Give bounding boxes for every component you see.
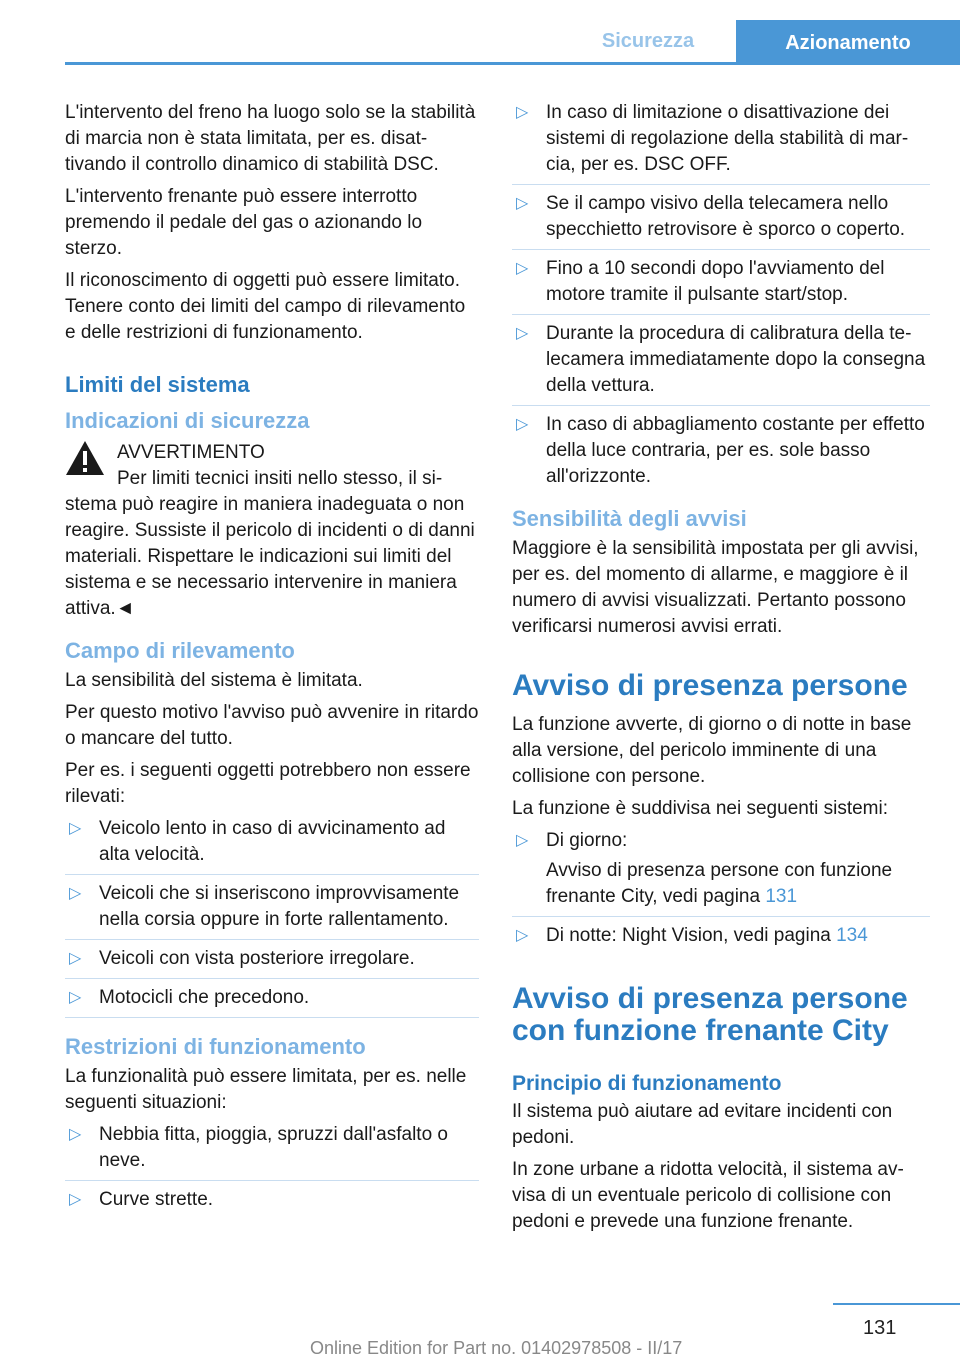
list-item: ▷ Di notte: Night Vision, vedi pagina 134 [512, 923, 930, 955]
warning-block [65, 440, 479, 466]
triangle-right-icon: ▷ [69, 1191, 82, 1208]
triangle-right-icon: ▷ [69, 1126, 82, 1143]
list-item: ▷ Fino a 10 secondi dopo l'avviamento del motore tramite il pulsante start/stop. [512, 256, 930, 315]
heading-sensibilita: Sensibilità degli avvisi [512, 506, 747, 531]
left-column [65, 100, 479, 1225]
list-item: ▷ Nebbia fitta, pioggia, spruzzi dall'asfalto o neve. [65, 1122, 479, 1181]
triangle-right-icon: ▷ [516, 104, 529, 121]
triangle-right-icon: ▷ [69, 885, 82, 902]
paragraph: L'intervento frenante può essere interrotto premendo il pedale del gas o azionando lo sterzo. [65, 186, 423, 259]
triangle-right-icon: ▷ [516, 260, 529, 277]
heading-avviso-persone: Avviso di presenza persone [512, 669, 908, 702]
triangle-right-icon: ▷ [69, 989, 82, 1006]
heading-principio: Principio di funzionamento [512, 1072, 782, 1095]
warning-triangle-icon [65, 440, 105, 476]
paragraph: Per questo motivo l'avviso può avvenire in ritardo o mancare del tutto. [65, 702, 479, 749]
heading-indicazioni: Indicazioni di sicurezza [65, 408, 310, 433]
heading-campo: Campo di rilevamento [65, 638, 295, 663]
list-item: ▷ In caso di abbagliamento costante per effetto della luce contraria, per es. sole basso all'orizzonte. [516, 414, 925, 487]
list-situations [65, 1122, 479, 1219]
page-link-131[interactable]: 131 [765, 886, 798, 907]
footer-edition: Online Edition for Part no. 01402978508 - II/17 [310, 1338, 683, 1358]
list-item: ▷ Veicoli con vista posteriore irregolare. [65, 946, 479, 979]
list-item-sub: Avviso di presenza persone con funzione frenante City, vedi pagina 131 [546, 860, 893, 907]
list-objects [65, 816, 479, 1018]
heading-limiti: Limiti del sistema [65, 372, 250, 397]
paragraph: Per es. i seguenti oggetti potrebbero non essere rilevati: [65, 760, 471, 807]
paragraph: L'intervento del freno ha luogo solo se la stabilità di marcia non è stata limitata, per es. disattivando il controllo dinamico di stabilità DSC. [65, 102, 476, 175]
triangle-right-icon: ▷ [516, 416, 529, 433]
paragraph: La funzione avverte, di giorno o di notte in base alla versione, del pericolo imminente di una collisione con persone. [512, 714, 912, 787]
list-item: ▷ Di giorno: Avviso di presenza persone con funzione frenante City, vedi pagina 131 [512, 828, 930, 917]
triangle-right-icon: ▷ [516, 195, 529, 212]
header-active-tab: Azionamento [736, 20, 960, 62]
warning-title: AVVERTIMENTO [117, 442, 265, 463]
heading-restrizioni: Restrizioni di funzionamento [65, 1034, 366, 1059]
warning-text: Per limiti tecnici insiti nello stesso, il sistema può reagire in maniera inadeguata o non reagire. Sussiste il pericolo di incidenti o di danni materiali. Rispettare le indicazioni sui limiti del sistema e se necessario intervenire in maniera attiva.◄ [65, 468, 475, 619]
page-link-134[interactable]: 134 [836, 925, 868, 946]
paragraph: La funzionalità può essere limitata, per es. nelle seguenti situazioni: [65, 1066, 467, 1113]
list-systems [512, 828, 930, 955]
right-column [512, 100, 930, 1241]
triangle-right-icon: ▷ [69, 820, 82, 837]
paragraph: La sensibilità del sistema è limitata. [65, 670, 363, 691]
list-item: ▷ Veicoli che si inseriscono improvvisamente nella corsia oppure in forte rallentamento. [65, 881, 479, 940]
list-item: ▷ Se il campo visivo della telecamera nello specchietto retrovisore è sporco o coperto. [512, 191, 930, 250]
list-item: ▷ In caso di limitazione o disattivazione dei sistemi di regolazione della stabilità di marcia, per es. DSC OFF. [512, 100, 930, 185]
paragraph: In zone urbane a ridotta velocità, il sistema avvisa di un eventuale pericolo di collisione con pedoni e prevede una funzione frenante. [512, 1159, 904, 1232]
paragraph: La funzione è suddivisa nei seguenti sistemi: [512, 798, 889, 819]
page-number: 131 [863, 1317, 897, 1339]
triangle-right-icon: ▷ [516, 325, 529, 342]
triangle-right-icon: ▷ [516, 832, 529, 849]
page-number-rule [833, 1303, 960, 1305]
paragraph: Maggiore è la sensibilità impostata per gli avvisi, per es. del momento di allarme, e maggiore è il numero di avvisi visualizzati. Pertanto possono verificarsi numerosi avvisi errati. [512, 538, 919, 637]
list-item: ▷ Curve strette. [65, 1187, 479, 1219]
triangle-right-icon: ▷ [516, 927, 529, 944]
heading-avviso-city: Avviso di presenza persone con funzione frenante City [512, 982, 908, 1047]
header-section-label: Sicurezza [601, 30, 695, 52]
list-item: ▷ Veicolo lento in caso di avvicinamento ad alta velocità. [65, 816, 479, 875]
paragraph: Il riconoscimento di oggetti può essere limitato. Tenere conto dei limiti del campo di rilevamento e delle restrizioni di funzionamento. [65, 270, 466, 343]
triangle-right-icon: ▷ [69, 950, 82, 967]
list-item: ▷ Motocicli che precedono. [65, 985, 479, 1018]
list-item: ▷ Durante la procedura di calibratura della telecamera immediatamente dopo la consegna della vettura. [512, 321, 930, 406]
paragraph: Il sistema può aiutare ad evitare incidenti con pedoni. [512, 1101, 893, 1148]
list-situations-cont [512, 100, 930, 496]
